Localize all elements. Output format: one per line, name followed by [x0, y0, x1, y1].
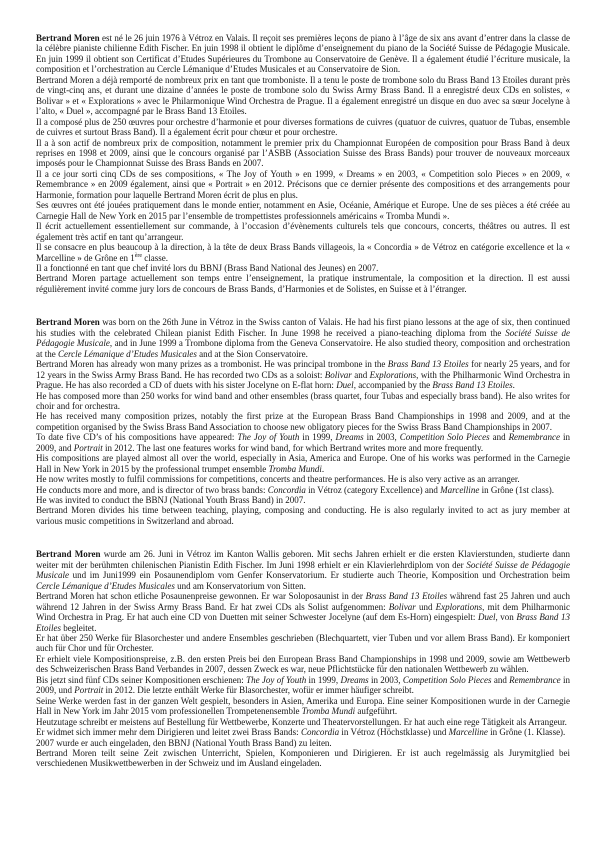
- paragraph: [36, 696, 570, 717]
- text-run: , with the Philharmonic Wind Orchestra in Prague. He has also recorded a CD of duets with his sister Jocelyne on E-flat horn:: [36, 369, 571, 391]
- text-run: in 1999,: [299, 432, 336, 443]
- text-run: and: [489, 432, 509, 443]
- italic-text: Remembrance: [509, 674, 561, 685]
- text-run: in 2003,: [363, 432, 400, 443]
- text-run: and at the Sion Conservatoire.: [196, 348, 308, 359]
- text-run: in 2009, and: [36, 432, 570, 453]
- paragraph: [36, 549, 570, 591]
- italic-text: Portrait: [73, 442, 103, 453]
- text-run: Er erhielt viele Kompositionspreise, z.B. den ersten Preis bei den European Brass Band Championships in 1998 und 2009, sowie am Wettbewerb des Schweizerischen Brass Band Verbandes in 2007, dessen Zweck es war, neue Pflichtstücke für den nationalen Wettbewerb zu wählen.: [36, 653, 570, 675]
- paragraph: [36, 495, 570, 505]
- text-run: wurde am 26. Juni in Vétroz im Kanton Wallis geboren. Mit sechs Jahren erhielt er die ersten Klavierstunden, studierte dann weiter mit der berühmten chilenischen Pianistin Edith Fischer. Im Juni 1998 erhielt er ein Klavierlehrdiplom von der: [36, 549, 570, 570]
- paragraph: [36, 138, 570, 169]
- italic-text: Explorations: [369, 369, 417, 380]
- paragraph: [36, 411, 570, 432]
- italic-text: Tromba Mundi: [268, 463, 322, 474]
- paragraph: [36, 727, 570, 737]
- text-run: .: [321, 463, 325, 474]
- paragraph: [36, 200, 570, 221]
- paragraph: [36, 263, 570, 273]
- italic-text: Competition Solo Pieces: [399, 432, 490, 443]
- paragraph: [36, 591, 570, 633]
- text-run: He was invited to conduct the BBNJ (National Youth Brass Band) in 2007.: [36, 495, 306, 506]
- paragraph: [36, 633, 570, 654]
- text-run: Bertrand Moren hat schon etliche Posaunenpreise gewonnen. Er war Soloposaunist in der: [36, 591, 366, 602]
- text-run: Bertrand Moren divides his time between teaching, playing, composing and conducting. He is also regularly invited to act as jury member at various music competitions in Switzerland and abroad.: [36, 505, 570, 526]
- paragraph: [36, 432, 570, 453]
- text-run: He now writes mostly to fulfil commissions for competitions, concerts and theatre performances. He is also very active as an arranger.: [36, 474, 520, 485]
- paragraph: [36, 359, 570, 390]
- text-run: Il écrit actuellement essentiellement sur commande, à l’occasion d’évènements culturels tels que concours, concerts, théâtres ou autres. Il est également très actif en tant qu’arrangeur.: [36, 221, 570, 242]
- text-run: and: [491, 674, 510, 685]
- text-run: Il a composé plus de 250 œuvres pour orchestre d’harmonie et pour diverses formations de cuivres (quatuor de cuivres, quatuor de Tubas, ensemble de cuivres et surtout Brass Band). Il a également écrit pour chœur et pour orchestre.: [36, 116, 570, 138]
- text-run: , von: [495, 612, 517, 623]
- text-run: , mit dem Philharmonic Wind Orchestra in Prag. Er hat auch eine CD von Duetten mit seiner Schwester Jocelyne (auf dem Es-Horn) eingespielt:: [36, 601, 570, 623]
- italic-text: Bolivar: [388, 601, 416, 612]
- text-run: Il se consacre en plus beaucoup à la direction, à la tête de deux Brass Bands villageois, la « Concordia » de Vétroz en catégorie excellence et la « Marcelline » de Grône en 1: [36, 242, 570, 263]
- paragraph: [36, 317, 570, 359]
- italic-text: Marcelline: [448, 727, 488, 738]
- text-run: Ses œuvres ont été jouées pratiquement dans le monde entier, notamment en Asie, Océanie, Amérique et Europe. Une de ses pièces a été créée au Carnegie Hall de New York en 2015 par l’ensemble de trompettistes professionnels américains « Tromba Mundi ».: [36, 200, 570, 221]
- text-run: in Vétroz (category Excellence) and: [305, 484, 441, 495]
- text-run: in 2012. Die letzte enthält Werke für Blasorchester, wofür er immer häufiger schreibt.: [103, 685, 414, 696]
- italic-text: The Joy of Youth: [237, 432, 300, 443]
- text-run: Seine Werke werden fast in der ganzen Welt gespielt, besonders in Asien, Amerika und Europa. Eine seiner Kompositionen wurde in der Carnegie Hall in New York im Jahr 2015 vom professionellen Trompetenensemble: [36, 695, 570, 717]
- text-run: est né le 26 juin 1976 à Vétroz en Valais. Il reçoit ses premières leçons de piano à l’âge de six ans avant d’entrer dans la classe de la célèbre pianiste chilienne Edith Fischer. En juin 1998 il obtient le diplôme d’enseignement du piano de la Société Suisse de Pédagogie Musicale. En juin 1999 il obtient son Certificat d’Etudes Supérieures du Trombone au Conservatoire de Genève. Il a également étudié l’écriture musicale, la composition et l’orchestration au Cercle Lémanique d’Etudes Musicales et au Conservatoire de Sion.: [36, 33, 570, 75]
- text-run: in 2009, und: [36, 674, 570, 696]
- text-run: in Vétroz (Höchstklasse) und: [339, 727, 449, 738]
- text-run: .: [512, 380, 515, 391]
- text-run: in 1999,: [306, 674, 341, 685]
- paragraph: [36, 242, 570, 263]
- italic-text: Portrait: [74, 685, 104, 696]
- italic-text: Concordia: [267, 484, 306, 495]
- text-run: for nearly 25 years, and for 12 years in the Swiss Army Brass Band. He has recorded two CDs as a soloist:: [36, 359, 571, 380]
- text-run: Bertrand Moren a déjà remporté de nombreux prix en tant que tromboniste. Il a tenu le poste de trombone solo du Brass Band 13 Etoiles durant près de vingt-cinq ans, et durant une dizaine d’années le poste de trombone solo du Swiss Army Brass Band. Il a enregistré deux CDs en solistes, « Bolivar » et « Explorations » avec le Philarmonique Wind Orchestra de Prague. Il a également enregistré un disque en duo avec sa sœur Jocelyne à l’alto, « Duel », accompagné par le Brass Band 13 Etoiles.: [36, 74, 570, 117]
- italic-text: Société Suisse de Pédagogie Musicale: [36, 327, 570, 349]
- text-run: begleitet.: [61, 622, 97, 633]
- text-run: Er widmet sich immer mehr dem Dirigieren und leitet zwei Brass Bands:: [36, 727, 301, 738]
- italic-text: Brass Band 13 Etoiles: [387, 359, 469, 370]
- italic-text: Brass Band 13 Etoiles: [432, 380, 513, 391]
- paragraph: [36, 391, 570, 412]
- paragraph: [36, 654, 570, 675]
- text-run: und: [415, 601, 436, 612]
- text-run: He has received many composition prizes, notably the first prize at the European Brass Band Championships in 1998 and 2009, and at the competition organised by the Swiss Brass Band Association to choose new obligatory pieces for the Swiss Brass Band Championships in 2007.: [36, 411, 570, 432]
- italic-text: Dreams: [340, 674, 369, 685]
- italic-text: Competition Solo Pieces: [402, 674, 492, 685]
- text-run: He has composed more than 250 works for wind band and other ensembles (brass quartet, four Tubas and especially brass band). He also writes for choir and for orchestra.: [36, 390, 570, 411]
- paragraph: [36, 221, 570, 242]
- text-run: and: [351, 369, 370, 380]
- italic-text: Marcelline: [440, 484, 480, 495]
- bio-section-french: [36, 33, 570, 294]
- italic-text: Duel: [336, 380, 354, 391]
- paragraph: [36, 748, 570, 769]
- italic-text: Dreams: [335, 432, 364, 443]
- text-run: To date five CD’s of his compositions have appeared:: [36, 432, 238, 443]
- italic-text: Cercle Lémanique d’Etudes Musicales: [58, 348, 197, 359]
- text-run: in 2012. The last one features works for wind band, for which Bertrand writes more and more frequently.: [102, 442, 484, 453]
- paragraph: [36, 485, 570, 495]
- text-run: in 2003,: [368, 674, 403, 685]
- italic-text: Concordia: [300, 727, 340, 738]
- paragraph: [36, 738, 570, 748]
- text-run: Bis jetzt sind fünf CDs seiner Kompositionen erschienen:: [36, 674, 247, 685]
- bio-section-english: [36, 317, 570, 526]
- text-run: classe.: [142, 252, 169, 263]
- italic-text: Brass Band 13 Etoiles: [365, 591, 448, 602]
- bold-text: Bertrand Moren: [36, 549, 101, 560]
- text-run: Il a fonctionné en tant que chef invité lors du BBNJ (Brass Band National des Jeunes) en 2007.: [36, 262, 379, 273]
- text-run: Bertrand Moren has already won many prizes as a trombonist. He was principal trombone in the: [36, 359, 388, 370]
- text-run: aufgeführt.: [355, 706, 398, 717]
- paragraph: [36, 273, 570, 294]
- paragraph: [36, 717, 570, 727]
- paragraph: [36, 675, 570, 696]
- text-run: Er hat über 250 Werke für Blasorchester und andere Ensembles geschrieben (Blechquartett, vier Tuben und vor allem Brass Band). Er komponiert auch für Chor und für Orchester.: [36, 633, 570, 654]
- italic-text: Cercle Lémanique d’Etudes Musicales: [36, 580, 175, 591]
- italic-text: Duel: [477, 612, 496, 623]
- italic-text: Explorations: [435, 601, 483, 612]
- paragraph: [36, 453, 570, 474]
- superscript-text: ère: [134, 252, 143, 259]
- text-run: His compositions are played almost all over the world, especially in Asia, America and Europe. One of his works was performed in the Carnegie Hall in New York in 2015 by the professional trumpet ensemble: [36, 453, 570, 474]
- paragraph: [36, 33, 570, 75]
- text-run: Bertrand Moren partage actuellement son temps entre l’enseignement, la pratique instrumentale, la composition et la direction. Il est aussi régulièrement invité comme jury lors de concours de Brass Bands, d’Harmonies et de Solistes, en Suisse et à l’étranger.: [36, 273, 570, 294]
- paragraph: [36, 505, 570, 526]
- paragraph: [36, 169, 570, 200]
- italic-text: Remembrance: [508, 432, 561, 443]
- italic-text: The Joy of Youth: [246, 674, 307, 685]
- paragraph: [36, 474, 570, 484]
- bold-text: Bertrand Moren: [36, 33, 100, 43]
- text-run: Il a à son actif de nombreux prix de composition, notamment le premier prix du Championnat Européen de composition pour Brass Band à deux reprises en 1998 et 2009, ainsi que le concours organisé par l’ASBB (Association Suisse des Brass Bands) pour trouver de nouveaux morceaux imposés pour le Championnat Suisse des Brass Bands en 2007.: [36, 137, 570, 169]
- paragraph: [36, 75, 570, 117]
- italic-text: Bolivar: [324, 369, 352, 380]
- text-run: Heutzutage schreibt er meistens auf Bestellung für Wettbewerbe, Konzerte und Theatervorstellungen. Er hat auch eine rege Tätigkeit als Arrangeur.: [36, 716, 567, 727]
- italic-text: Tromba Mundi: [301, 706, 356, 717]
- text-run: Il a ce jour sorti cinq CDs de ses compositions, « The Joy of Youth » en 1999, « Dreams » en 2003, « Competition solo Pieces » en 2009, « Remembrance » en 2009 également, ainsi que « Portrait » en 2012. Précisons que ce dernier présente des compositions et des arrangements pour Harmonie, formation pour laquelle Bertrand Moren écrit de plus en plus.: [36, 168, 570, 200]
- text-run: in Grône (1st class).: [479, 484, 555, 495]
- bold-text: Bertrand Moren: [36, 317, 100, 328]
- text-run: in Grône (1. Klasse).: [487, 727, 566, 738]
- text-run: 2007 wurde er auch eingeladen, den BBNJ (National Youth Brass Band) zu leiten.: [36, 737, 332, 748]
- text-run: , and in June 1999 a Trombone diploma from the Geneva Conservatoire. He also studied theory, composition and orchestration at the: [36, 338, 570, 359]
- bio-section-german: [36, 549, 570, 769]
- italic-text: Brass Band 13 Etoiles: [36, 612, 570, 633]
- italic-text: Société Suisse de Pédagogie Musicale: [36, 559, 570, 581]
- text-run: während fast 25 Jahren und auch während 12 Jahren in der Swiss Army Brass Band. Er hat zwei CDs als Solist aufgenommen:: [36, 591, 570, 612]
- text-run: und am Konservatorium von Sitten.: [174, 580, 306, 591]
- paragraph: [36, 117, 570, 138]
- text-run: He conducts more and more, and is director of two brass bands:: [36, 484, 268, 495]
- text-run: und im Juni1999 ein Posaunendiplom vom Genfer Konservatorium. Er studierte auch Theorie, Komposition und Orchestration beim: [69, 570, 570, 581]
- text-run: was born on the 26th June in Vétroz in the Swiss canton of Valais. He had his first piano lessons at the age of six, then continued his studies with the celebrated Chilean pianist Edith Fischer. In June 1998 he received a piano-teaching diploma from the: [36, 317, 570, 338]
- text-run: Bertrand Moren teilt seine Zeit zwischen Unterricht, Spielen, Komponieren und Dirigieren. Er ist auch regelmässig als Jurymitglied bei verschiedenen Musikwettbewerben in der Schweiz und im Ausland eingeladen.: [36, 748, 570, 769]
- text-run: , accompanied by the: [353, 380, 433, 391]
